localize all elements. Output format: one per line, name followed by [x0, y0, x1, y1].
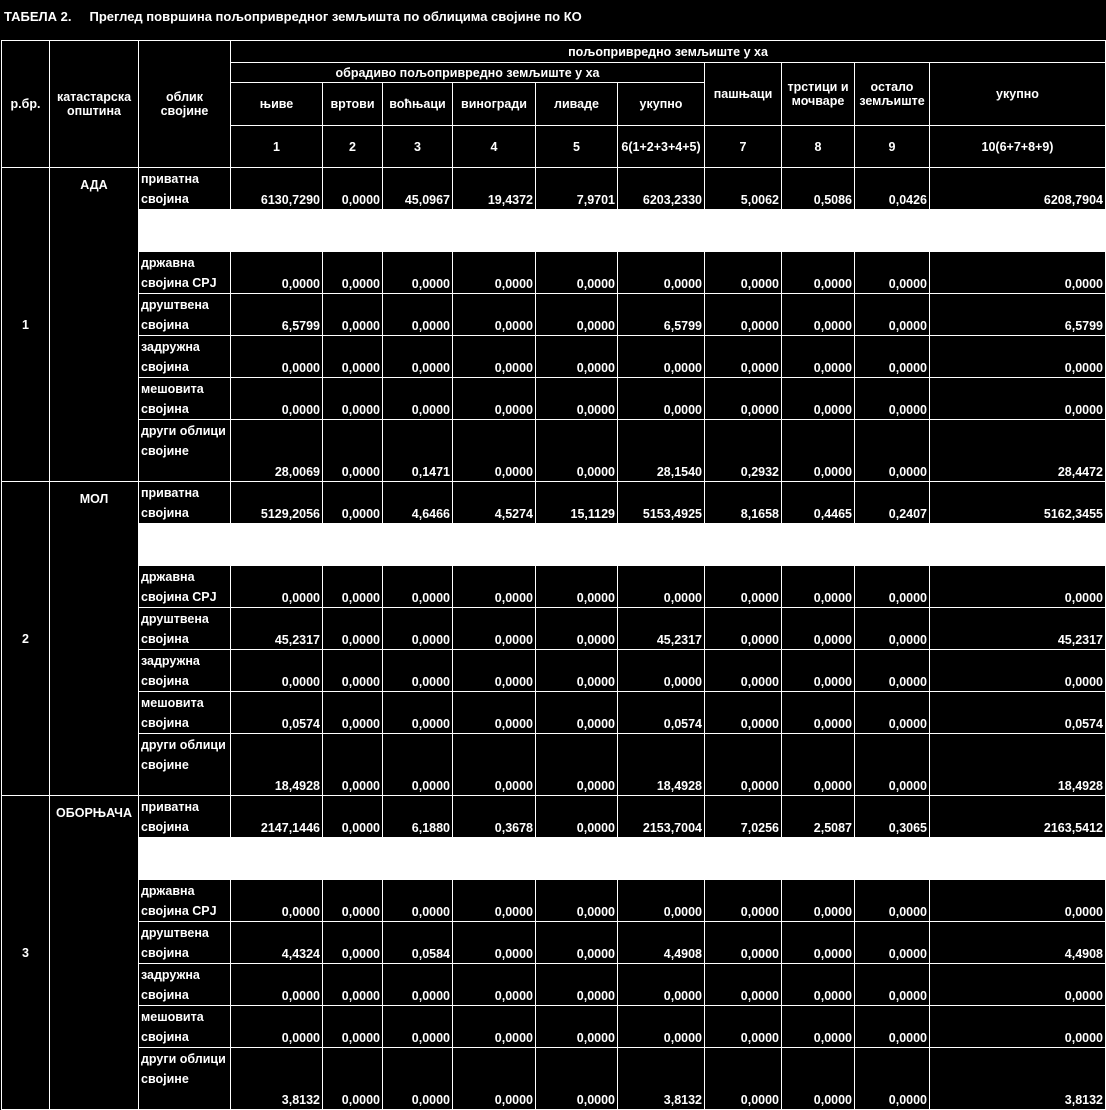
table-row	[2, 482, 1106, 524]
table-row	[2, 168, 1106, 210]
value-cell: 18,4928	[930, 734, 1106, 796]
spacer-cell	[618, 210, 705, 252]
value-cell: 0,0000	[782, 608, 855, 650]
page-title	[4, 2, 582, 36]
value-cell: 0,0000	[383, 692, 453, 734]
value-cell: 0,0000	[855, 566, 930, 608]
header-num-7: 7	[705, 126, 782, 168]
header-agricultural-land: пољопривредно земљиште у ха	[231, 41, 1106, 63]
value-cell: 0,0000	[536, 608, 618, 650]
value-cell: 0,0000	[323, 420, 383, 482]
header-col-9: остало земљиште	[855, 63, 930, 126]
value-cell: 0,0000	[231, 378, 323, 420]
header-col-2: вртови	[323, 83, 383, 126]
value-cell: 45,0967	[383, 168, 453, 210]
ownership-form: државна својина СРЈ	[139, 880, 231, 922]
value-cell: 0,0000	[782, 252, 855, 294]
header-cadastral-municipality: катастарска општина	[50, 41, 139, 168]
value-cell: 0,0000	[782, 692, 855, 734]
spacer-cell	[323, 210, 383, 252]
ownership-form: друштвена својина	[139, 922, 231, 964]
value-cell: 0,0000	[323, 378, 383, 420]
value-cell: 45,2317	[930, 608, 1106, 650]
value-cell: 0,0000	[453, 1048, 536, 1110]
value-cell: 0,0000	[453, 420, 536, 482]
value-cell: 0,0000	[453, 608, 536, 650]
value-cell: 0,0000	[705, 336, 782, 378]
value-cell: 0,0000	[855, 294, 930, 336]
ownership-form: државна својина СРЈ	[139, 252, 231, 294]
value-cell: 0,0000	[536, 294, 618, 336]
value-cell: 2163,5412	[930, 796, 1106, 838]
value-cell: 0,0426	[855, 168, 930, 210]
value-cell: 4,6466	[383, 482, 453, 524]
value-cell: 0,0000	[782, 734, 855, 796]
value-cell: 28,1540	[618, 420, 705, 482]
spacer-cell	[453, 838, 536, 880]
value-cell: 0,0000	[618, 880, 705, 922]
value-cell: 0,0000	[705, 378, 782, 420]
value-cell: 0,0000	[782, 294, 855, 336]
row-number: 3	[2, 796, 50, 1110]
spacer-cell	[618, 524, 705, 566]
table-body	[2, 168, 1106, 1110]
value-cell: 0,0000	[323, 922, 383, 964]
header-col-6: укупно	[618, 83, 705, 126]
value-cell: 0,0000	[705, 922, 782, 964]
value-cell: 6208,7904	[930, 168, 1106, 210]
value-cell: 0,0000	[231, 252, 323, 294]
value-cell: 0,0000	[536, 650, 618, 692]
value-cell: 0,0000	[383, 608, 453, 650]
spacer-cell	[139, 210, 231, 252]
value-cell: 2147,1446	[231, 796, 323, 838]
table-row	[2, 294, 1106, 336]
value-cell: 0,0000	[855, 922, 930, 964]
value-cell: 0,0000	[705, 734, 782, 796]
spacer-cell	[782, 210, 855, 252]
value-cell: 0,0000	[323, 168, 383, 210]
value-cell: 0,0000	[453, 378, 536, 420]
spacer-cell	[139, 524, 231, 566]
header-ownership-form: облик својине	[139, 41, 231, 168]
ownership-form: друштвена својина	[139, 294, 231, 336]
value-cell: 0,0000	[618, 336, 705, 378]
spacer-row	[2, 838, 1106, 880]
value-cell: 0,0000	[930, 378, 1106, 420]
value-cell: 0,0000	[618, 252, 705, 294]
value-cell: 0,0000	[782, 336, 855, 378]
value-cell: 0,0000	[618, 566, 705, 608]
value-cell: 0,0000	[453, 336, 536, 378]
value-cell: 0,0000	[705, 294, 782, 336]
value-cell: 0,0000	[930, 336, 1106, 378]
value-cell: 0,0000	[782, 1048, 855, 1110]
value-cell: 0,0000	[618, 1006, 705, 1048]
value-cell: 0,0000	[705, 566, 782, 608]
value-cell: 0,0000	[323, 566, 383, 608]
value-cell: 0,0000	[705, 650, 782, 692]
value-cell: 0,0000	[536, 420, 618, 482]
value-cell: 0,0000	[453, 566, 536, 608]
value-cell: 0,0000	[453, 922, 536, 964]
value-cell: 0,3065	[855, 796, 930, 838]
spacer-cell	[323, 838, 383, 880]
value-cell: 0,0000	[323, 608, 383, 650]
value-cell: 0,0000	[855, 378, 930, 420]
value-cell: 0,0000	[231, 336, 323, 378]
table-row	[2, 796, 1106, 838]
value-cell: 0,0000	[855, 964, 930, 1006]
spacer-cell	[453, 210, 536, 252]
value-cell: 0,0574	[930, 692, 1106, 734]
value-cell: 0,0000	[383, 336, 453, 378]
value-cell: 3,8132	[930, 1048, 1106, 1110]
table-row	[2, 608, 1106, 650]
header-num-2: 2	[323, 126, 383, 168]
value-cell: 0,0000	[323, 294, 383, 336]
value-cell: 0,0000	[383, 252, 453, 294]
ownership-form: приватна својина	[139, 168, 231, 210]
value-cell: 6203,2330	[618, 168, 705, 210]
value-cell: 3,8132	[618, 1048, 705, 1110]
value-cell: 0,0000	[231, 964, 323, 1006]
value-cell: 0,0000	[453, 692, 536, 734]
spacer-cell	[139, 838, 231, 880]
value-cell: 4,4908	[618, 922, 705, 964]
value-cell: 6,5799	[231, 294, 323, 336]
value-cell: 3,8132	[231, 1048, 323, 1110]
table-row	[2, 336, 1106, 378]
value-cell: 0,0000	[705, 692, 782, 734]
value-cell: 0,0000	[930, 880, 1106, 922]
value-cell: 0,0000	[782, 378, 855, 420]
value-cell: 0,0000	[855, 650, 930, 692]
value-cell: 0,0000	[231, 1006, 323, 1048]
value-cell: 0,0000	[536, 922, 618, 964]
value-cell: 0,0000	[536, 378, 618, 420]
value-cell: 0,0000	[536, 566, 618, 608]
value-cell: 18,4928	[231, 734, 323, 796]
value-cell: 0,0000	[855, 734, 930, 796]
ownership-form: други облици својине	[139, 420, 231, 482]
value-cell: 0,0000	[323, 482, 383, 524]
value-cell: 0,0584	[383, 922, 453, 964]
value-cell: 8,1658	[705, 482, 782, 524]
value-cell: 19,4372	[453, 168, 536, 210]
value-cell: 0,0000	[930, 252, 1106, 294]
value-cell: 0,4465	[782, 482, 855, 524]
value-cell: 0,3678	[453, 796, 536, 838]
municipality-name: АДА	[50, 168, 139, 482]
spacer-cell	[231, 524, 323, 566]
value-cell: 0,0000	[536, 692, 618, 734]
value-cell: 0,0000	[323, 692, 383, 734]
value-cell: 0,0000	[453, 650, 536, 692]
header-col-1: њиве	[231, 83, 323, 126]
municipality-name: МОЛ	[50, 482, 139, 796]
table-row	[2, 650, 1106, 692]
header-num-10: 10(6+7+8+9)	[930, 126, 1106, 168]
header-num-9: 9	[855, 126, 930, 168]
ownership-form: други облици својине	[139, 1048, 231, 1110]
value-cell: 0,0574	[231, 692, 323, 734]
header-arable-land: обрадиво пољопривредно земљиште у ха	[231, 63, 705, 83]
ownership-form: приватна својина	[139, 482, 231, 524]
value-cell: 5129,2056	[231, 482, 323, 524]
table-label: ТАБЕЛА 2.	[4, 9, 72, 24]
value-cell: 0,0000	[453, 964, 536, 1006]
value-cell: 0,0000	[855, 880, 930, 922]
table-row	[2, 1006, 1106, 1048]
ownership-form: задружна својина	[139, 650, 231, 692]
value-cell: 4,5274	[453, 482, 536, 524]
spacer-cell	[536, 210, 618, 252]
value-cell: 0,0000	[323, 964, 383, 1006]
land-ownership-table	[1, 40, 1106, 1110]
table-row	[2, 692, 1106, 734]
value-cell: 0,0000	[705, 252, 782, 294]
value-cell: 0,0000	[782, 880, 855, 922]
ownership-form: мешовита својина	[139, 378, 231, 420]
value-cell: 0,0000	[536, 964, 618, 1006]
spacer-cell	[855, 524, 930, 566]
spacer-row	[2, 524, 1106, 566]
row-number: 2	[2, 482, 50, 796]
value-cell: 0,0000	[930, 566, 1106, 608]
value-cell: 0,0000	[930, 1006, 1106, 1048]
value-cell: 0,0000	[855, 608, 930, 650]
value-cell: 45,2317	[231, 608, 323, 650]
value-cell: 0,0000	[383, 734, 453, 796]
value-cell: 0,0000	[536, 880, 618, 922]
value-cell: 0,0000	[536, 796, 618, 838]
value-cell: 0,0000	[782, 922, 855, 964]
value-cell: 0,2407	[855, 482, 930, 524]
value-cell: 0,0000	[536, 252, 618, 294]
value-cell: 6130,7290	[231, 168, 323, 210]
value-cell: 4,4324	[231, 922, 323, 964]
value-cell: 0,0000	[323, 650, 383, 692]
value-cell: 0,2932	[705, 420, 782, 482]
value-cell: 0,0000	[855, 1006, 930, 1048]
ownership-form: друштвена својина	[139, 608, 231, 650]
spacer-cell	[705, 210, 782, 252]
value-cell: 45,2317	[618, 608, 705, 650]
value-cell: 0,0000	[855, 336, 930, 378]
value-cell: 0,0000	[383, 964, 453, 1006]
value-cell: 0,0000	[453, 880, 536, 922]
spacer-cell	[930, 210, 1106, 252]
value-cell: 0,0000	[383, 1048, 453, 1110]
value-cell: 0,0000	[323, 1006, 383, 1048]
value-cell: 0,0000	[383, 650, 453, 692]
value-cell: 0,0000	[930, 964, 1106, 1006]
value-cell: 5153,4925	[618, 482, 705, 524]
value-cell: 6,5799	[930, 294, 1106, 336]
value-cell: 7,0256	[705, 796, 782, 838]
value-cell: 0,0000	[383, 294, 453, 336]
value-cell: 0,0000	[618, 378, 705, 420]
ownership-form: државна својина СРЈ	[139, 566, 231, 608]
value-cell: 0,0000	[323, 734, 383, 796]
value-cell: 0,0574	[618, 692, 705, 734]
header-num-6: 6(1+2+3+4+5)	[618, 126, 705, 168]
table-caption: Преглед површина пољопривредног земљишта по облицима својине по КО	[89, 9, 582, 24]
value-cell: 0,0000	[855, 692, 930, 734]
value-cell: 0,0000	[453, 734, 536, 796]
value-cell: 4,4908	[930, 922, 1106, 964]
spacer-cell	[231, 838, 323, 880]
value-cell: 0,0000	[383, 880, 453, 922]
value-cell: 0,0000	[383, 1006, 453, 1048]
table-row	[2, 566, 1106, 608]
table-row	[2, 922, 1106, 964]
value-cell: 0,0000	[383, 566, 453, 608]
value-cell: 0,0000	[705, 880, 782, 922]
spacer-cell	[705, 524, 782, 566]
value-cell: 0,0000	[536, 734, 618, 796]
spacer-cell	[383, 838, 453, 880]
row-number: 1	[2, 168, 50, 482]
value-cell: 0,0000	[323, 252, 383, 294]
value-cell: 7,9701	[536, 168, 618, 210]
value-cell: 0,0000	[536, 336, 618, 378]
value-cell: 0,0000	[782, 420, 855, 482]
spacer-cell	[383, 524, 453, 566]
spacer-cell	[231, 210, 323, 252]
spacer-cell	[536, 524, 618, 566]
value-cell: 5,0062	[705, 168, 782, 210]
ownership-form: мешовита својина	[139, 692, 231, 734]
value-cell: 0,0000	[453, 252, 536, 294]
header-col-10: укупно	[930, 63, 1106, 126]
municipality-name: ОБОРЊАЧА	[50, 796, 139, 1110]
value-cell: 0,0000	[231, 880, 323, 922]
spacer-cell	[383, 210, 453, 252]
header-rb: р.бр.	[2, 41, 50, 168]
value-cell: 15,1129	[536, 482, 618, 524]
value-cell: 0,0000	[618, 964, 705, 1006]
spacer-cell	[323, 524, 383, 566]
value-cell: 28,4472	[930, 420, 1106, 482]
header-num-5: 5	[536, 126, 618, 168]
value-cell: 0,0000	[231, 566, 323, 608]
value-cell: 0,0000	[323, 336, 383, 378]
value-cell: 0,0000	[855, 420, 930, 482]
value-cell: 0,0000	[323, 1048, 383, 1110]
ownership-form: мешовита својина	[139, 1006, 231, 1048]
header-num-8: 8	[782, 126, 855, 168]
ownership-form: други облици својине	[139, 734, 231, 796]
value-cell: 0,0000	[782, 650, 855, 692]
value-cell: 0,0000	[705, 1048, 782, 1110]
value-cell: 0,0000	[930, 650, 1106, 692]
header-num-1: 1	[231, 126, 323, 168]
spacer-cell	[705, 838, 782, 880]
value-cell: 0,0000	[323, 880, 383, 922]
ownership-form: задружна својина	[139, 964, 231, 1006]
spacer-cell	[782, 838, 855, 880]
spacer-cell	[782, 524, 855, 566]
table-row	[2, 964, 1106, 1006]
value-cell: 2,5087	[782, 796, 855, 838]
table-row	[2, 1048, 1106, 1110]
value-cell: 0,0000	[536, 1048, 618, 1110]
spacer-cell	[930, 524, 1106, 566]
value-cell: 0,5086	[782, 168, 855, 210]
table-row	[2, 378, 1106, 420]
spacer-row	[2, 210, 1106, 252]
value-cell: 0,0000	[536, 1006, 618, 1048]
value-cell: 0,0000	[782, 1006, 855, 1048]
value-cell: 0,0000	[855, 1048, 930, 1110]
table-row	[2, 734, 1106, 796]
value-cell: 0,0000	[782, 566, 855, 608]
value-cell: 0,0000	[705, 608, 782, 650]
value-cell: 5162,3455	[930, 482, 1106, 524]
value-cell: 0,0000	[618, 650, 705, 692]
ownership-form: приватна својина	[139, 796, 231, 838]
value-cell: 0,0000	[705, 1006, 782, 1048]
header-col-4: виногради	[453, 83, 536, 126]
spacer-cell	[536, 838, 618, 880]
header-col-8: трстици и мочваре	[782, 63, 855, 126]
value-cell: 28,0069	[231, 420, 323, 482]
value-cell: 0,0000	[782, 964, 855, 1006]
value-cell: 6,5799	[618, 294, 705, 336]
value-cell: 0,0000	[323, 796, 383, 838]
header-col-7: пашњаци	[705, 63, 782, 126]
table-row	[2, 420, 1106, 482]
value-cell: 0,0000	[231, 650, 323, 692]
spacer-cell	[453, 524, 536, 566]
value-cell: 0,1471	[383, 420, 453, 482]
header-col-3: воћњаци	[383, 83, 453, 126]
value-cell: 0,0000	[855, 252, 930, 294]
ownership-form: задружна својина	[139, 336, 231, 378]
spacer-cell	[930, 838, 1106, 880]
spacer-cell	[855, 838, 930, 880]
value-cell: 0,0000	[705, 964, 782, 1006]
value-cell: 18,4928	[618, 734, 705, 796]
value-cell: 6,1880	[383, 796, 453, 838]
header-num-4: 4	[453, 126, 536, 168]
spacer-cell	[855, 210, 930, 252]
header-num-3: 3	[383, 126, 453, 168]
value-cell: 0,0000	[453, 1006, 536, 1048]
table-row	[2, 252, 1106, 294]
value-cell: 0,0000	[383, 378, 453, 420]
table-row	[2, 880, 1106, 922]
value-cell: 2153,7004	[618, 796, 705, 838]
spacer-cell	[618, 838, 705, 880]
value-cell: 0,0000	[453, 294, 536, 336]
header-col-5: ливаде	[536, 83, 618, 126]
